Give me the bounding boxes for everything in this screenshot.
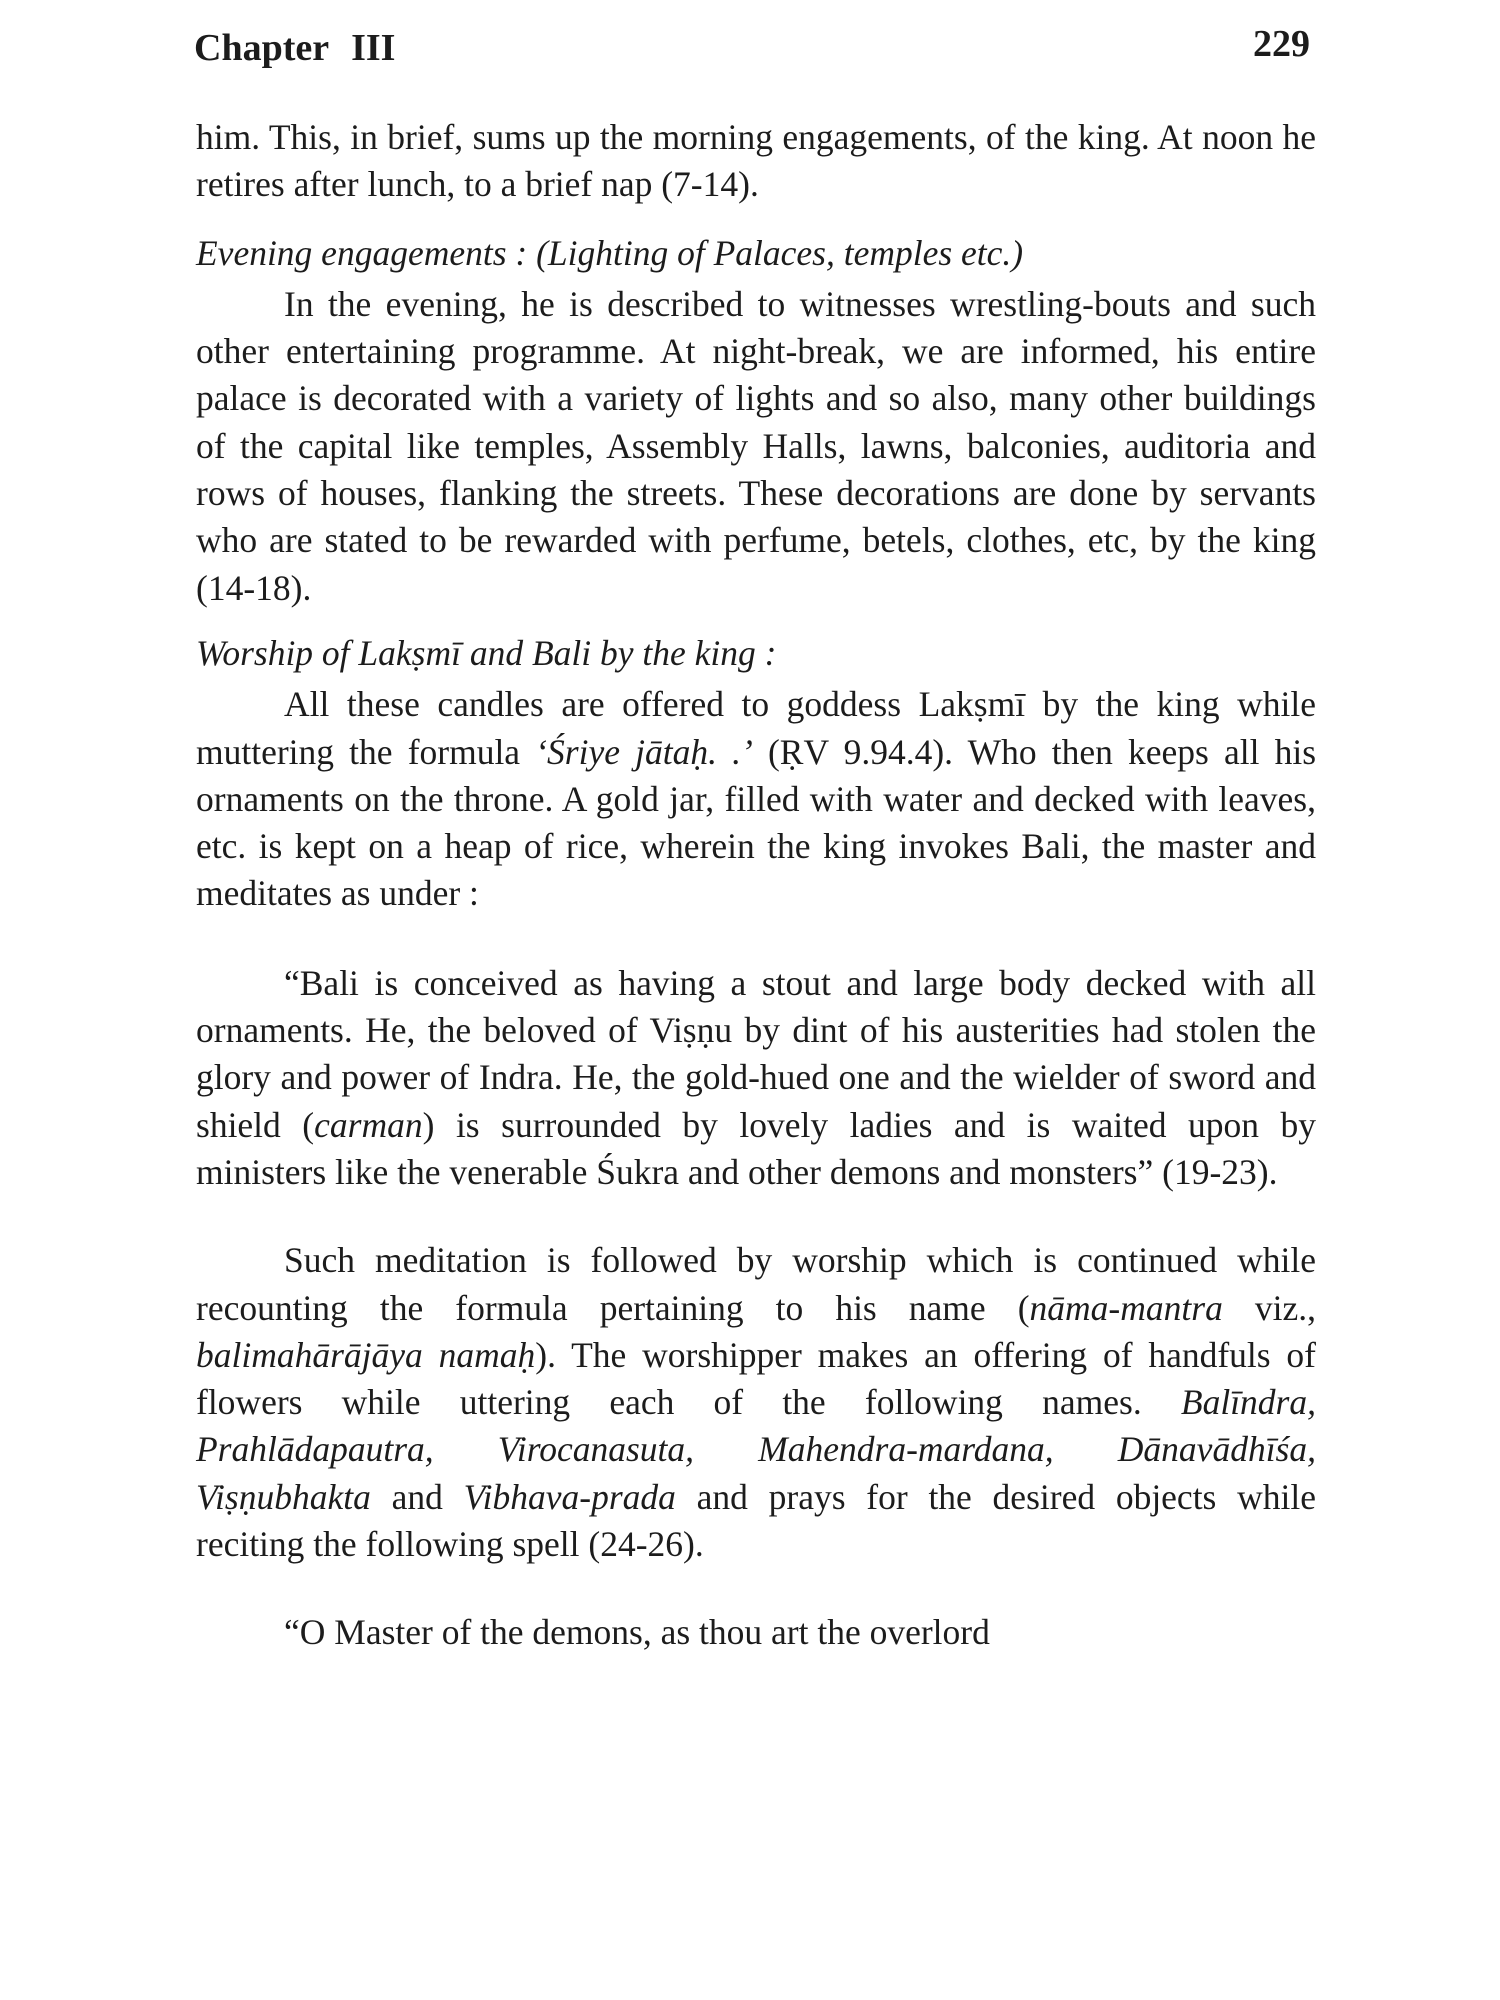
section-heading-worship: Worship of Lakṣmī and Bali by the king :	[196, 632, 777, 673]
term-carman: carman	[314, 1104, 423, 1145]
quotation-bali-a: “Bali is conceived as having a stout and large body decked with all ornaments. He, the beloved of Viṣṇu by dint of his austerities had stolen the glory and power of Indra. He, the gold-hued one and the wielder of sword and shield (	[196, 962, 1316, 1145]
meditation-text-d: and prays for the desired objects while reciting the following spell (24-26).	[196, 1476, 1316, 1565]
page-number: 229	[1253, 23, 1310, 65]
paragraph-morning: him. This, in brief, sums up the morning engagements, of the king. At noon he retires after lunch, to a brief nap (7-14).	[196, 117, 1316, 205]
paragraph-evening: In the evening, he is described to witnesses wrestling-bouts and such other entertaining programme. At night-break, we are informed, his entire palace is decorated with a variety of lights and so also, many other buildings of the capital like temples, Assembly Halls, lawns, balconies, auditoria and rows of houses, flanking the streets. These decorations are done by servants who are stated to be rewarded with perfume, betels, clothes, etc, by the king (14-18).	[196, 283, 1316, 608]
bali-names-list: Balīndra, Prahlādapautra, Virocanasuta, Mahendra-mardana, Dānavādhīśa, Viṣṇubhakta	[196, 1382, 1316, 1517]
paragraph-worship	[196, 681, 1316, 917]
chapter-heading	[194, 26, 395, 70]
term-balimaharajaya: balimahārājāya namaḥ	[196, 1334, 536, 1375]
paragraph-meditation	[196, 1237, 1316, 1568]
running-header	[194, 23, 1310, 76]
worship-text-b: (ṚV 9.94.4). Who then keeps all his ornaments on the throne. A gold jar, filled with water and decked with leaves, etc. is kept on a heap of rice, wherein the king invokes Bali, the master and meditates as under :	[196, 731, 1317, 914]
chapter-label: Chapter	[194, 27, 330, 69]
page-body	[196, 114, 1316, 1657]
quotation-bali	[196, 960, 1316, 1196]
meditation-text-c: ). The worshipper makes an offering of handfuls of flowers while uttering each of the following names.	[196, 1334, 1316, 1423]
term-vibhava-prada: Vibhava-prada	[463, 1476, 676, 1517]
worship-text-a: All these candles are offered to goddess Lakṣmī by the king while muttering the formula	[196, 684, 1316, 772]
meditation-text-b: viz.,	[1222, 1287, 1316, 1328]
quotation-bali-b: ) is surrounded by lovely ladies and is waited upon by ministers like the venerable Śukra and other demons and monsters” (19-23).	[196, 1104, 1316, 1192]
term-nama-mantra: nāma-mantra	[1029, 1287, 1223, 1328]
worship-formula: ‘Śriye jātaḥ. .’	[535, 731, 753, 772]
chapter-number: III	[351, 27, 396, 69]
section-heading-evening: Evening engagements : (Lighting of Palaces, temples etc.)	[196, 232, 1024, 273]
quotation-spell: “O Master of the demons, as thou art the overlord	[284, 1612, 990, 1653]
meditation-text-and: and	[370, 1476, 464, 1517]
meditation-text-a: Such meditation is followed by worship which is continued while recounting the formula pertaining to his name (	[196, 1240, 1316, 1328]
